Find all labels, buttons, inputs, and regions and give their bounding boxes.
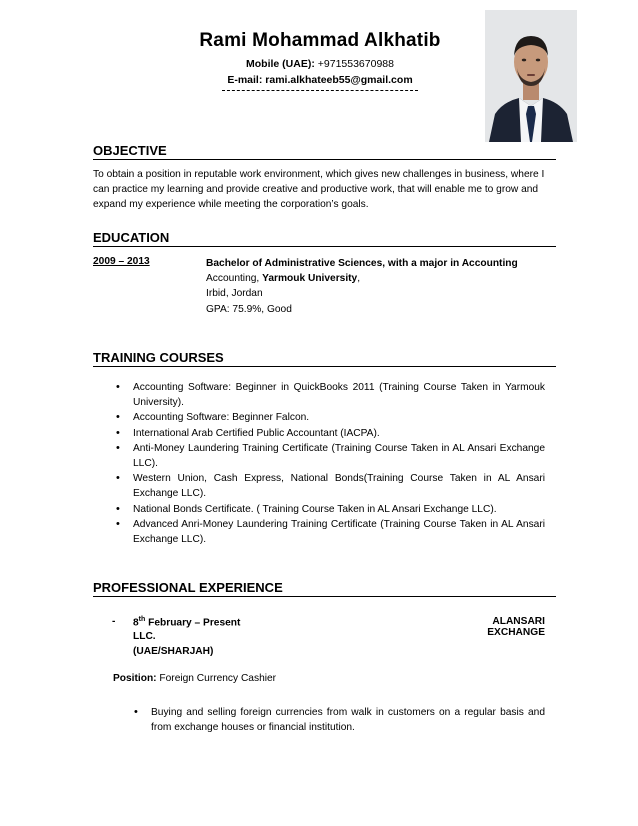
profile-photo	[485, 10, 577, 142]
training-heading: TRAINING COURSES	[93, 350, 556, 367]
experience-location: (UAE/SHARJAH)	[133, 646, 214, 657]
position-label: Position:	[113, 673, 157, 684]
list-item: • Western Union, Cash Express, National Bonds(Training Course Taken in AL Ansari Exchange LLC).	[115, 471, 545, 501]
list-item: • National Bonds Certificate. ( Training Course Taken in AL Ansari Exchange LLC).	[115, 502, 545, 517]
mobile-line	[170, 56, 470, 72]
portrait-image	[485, 10, 577, 142]
education-details	[206, 256, 556, 317]
email-line	[170, 72, 470, 88]
list-item: • Anti-Money Laundering Training Certificate (Training Course Taken in AL Ansari Exchange LLC).	[115, 441, 545, 471]
date-day: 8	[133, 617, 139, 629]
list-item: • Buying and selling foreign currencies from walk in customers on a regular basis and from exchange houses or financial institution.	[133, 705, 545, 735]
list-item: • Advanced Anri-Money Laundering Training Certificate (Training Course Taken in AL Ansari Exchange LLC).	[115, 517, 545, 547]
training-list	[115, 380, 545, 547]
contact-block	[170, 56, 470, 88]
education-gpa: GPA: 75.9%, Good	[206, 303, 292, 315]
experience-company: ALANSARI EXCHANGE	[487, 616, 545, 638]
list-item: • International Arab Certified Public Accountant (IACPA).	[115, 426, 545, 441]
experience-date	[133, 616, 240, 628]
degree-title: Bachelor of Administrative Sciences, with a major in Accounting	[206, 258, 518, 269]
position-line	[113, 673, 276, 684]
experience-heading: PROFESSIONAL EXPERIENCE	[93, 580, 556, 597]
email-value: rami.alkhateeb55@gmail.com	[265, 74, 413, 86]
university-suffix: ,	[357, 273, 361, 285]
objective-text: To obtain a position in reputable work environment, which gives new challenges in business, where I can practice my learning and provide creative and productive work, that will enable me to grow and expand my experience while meeting the corporation’s goals.	[93, 169, 545, 210]
education-date: 2009 – 2013	[93, 256, 150, 267]
header-divider	[222, 90, 418, 91]
experience-dash: -	[112, 616, 116, 627]
date-rest: February – Present	[148, 617, 241, 629]
candidate-name: Rami Mohammad Alkhatib	[199, 30, 441, 51]
company-continuation: LLC.	[133, 631, 156, 642]
major-prefix: Accounting,	[206, 273, 260, 285]
mobile-label: Mobile (UAE):	[246, 58, 315, 70]
position-value: Foreign Currency Cashier	[159, 673, 277, 684]
education-location: Irbid, Jordan	[206, 288, 263, 300]
objective-heading: OBJECTIVE	[93, 143, 556, 160]
university-name: Yarmouk University	[262, 273, 358, 285]
mobile-value: +971553670988	[317, 58, 394, 70]
list-item: • Accounting Software: Beginner Falcon.	[115, 410, 545, 425]
date-suffix: th	[138, 616, 146, 623]
major-line	[206, 271, 556, 286]
education-heading: EDUCATION	[93, 230, 556, 247]
email-label: E-mail:	[227, 74, 263, 86]
list-item: • Accounting Software: Beginner in QuickBooks 2011 (Training Course Taken in Yarmouk University).	[115, 380, 545, 410]
duties-list	[133, 705, 545, 735]
